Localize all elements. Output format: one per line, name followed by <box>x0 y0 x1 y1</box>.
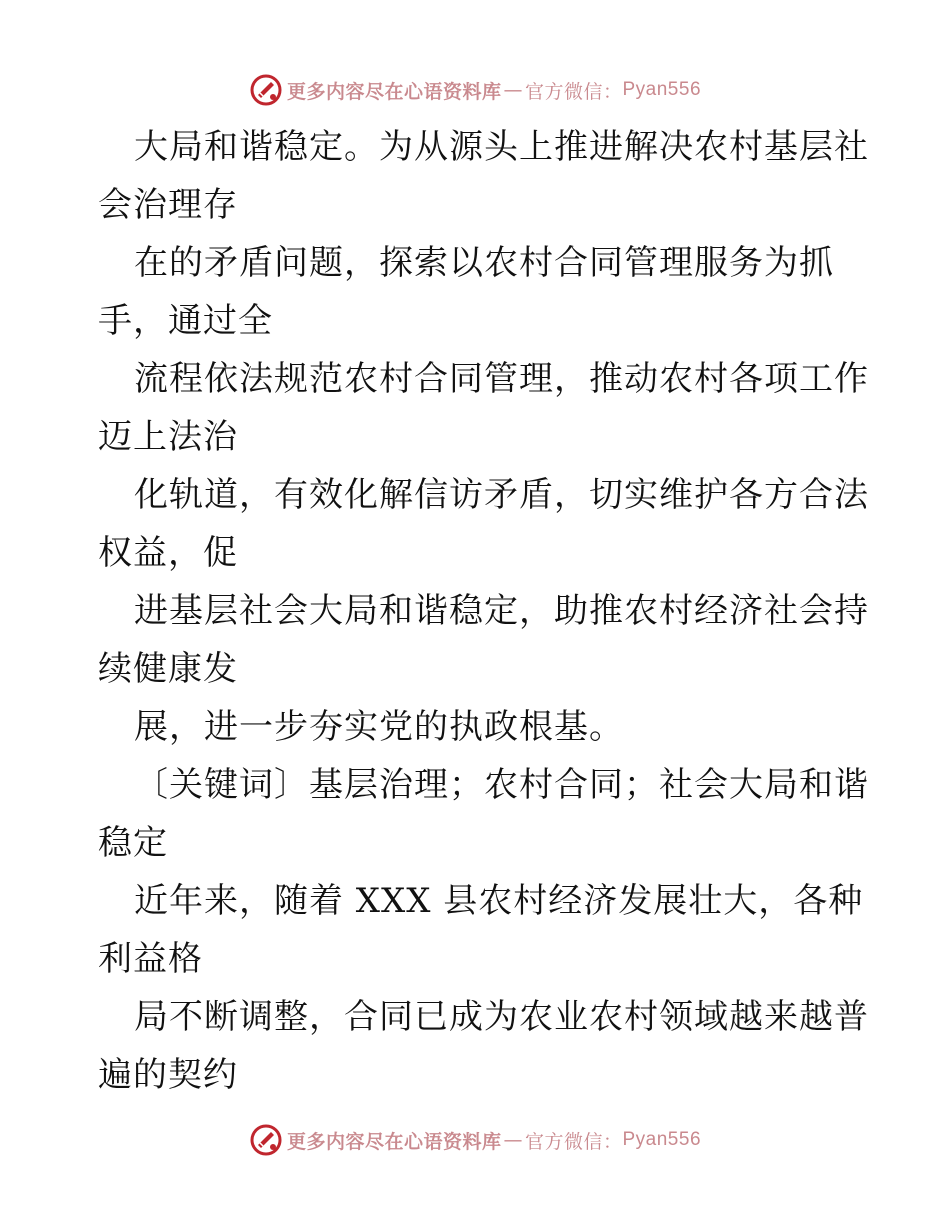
text-line: 遍的契约 <box>98 1055 238 1095</box>
footer-watermark <box>0 1120 950 1160</box>
watermark-dash: — <box>503 79 523 101</box>
text-line: 利益格 <box>98 939 203 979</box>
text-line: 〔关键词〕基层治理；农村合同；社会大局和谐 <box>134 765 869 805</box>
document-body <box>98 118 869 1104</box>
text-line: 迈上法治 <box>98 417 238 457</box>
watermark-contact: 官方微信： <box>524 80 623 103</box>
text-line: 大局和谐稳定。为从源头上推进解决农村基层社 <box>134 127 869 167</box>
text-line: 流程依法规范农村合同管理，推动农村各项工作 <box>134 359 869 399</box>
watermark-brand: 更多内容尽在心语资料库 <box>286 1130 502 1153</box>
text-line: 在的矛盾问题，探索以农村合同管理服务为抓 <box>134 243 834 283</box>
watermark-contact: 官方微信： <box>524 1130 623 1153</box>
text-line: 续健康发 <box>98 649 238 689</box>
text-line: 局不断调整，合同已成为农业农村领域越来越普 <box>134 997 869 1037</box>
text-line: 化轨道，有效化解信访矛盾，切实维护各方合法 <box>134 475 869 515</box>
text-line: 会治理存 <box>98 185 238 225</box>
text-line: 手，通过全 <box>98 301 273 341</box>
text-line: 近年来，随着 XXX 县农村经济发展壮大，各种 <box>134 881 864 921</box>
text-line: 进基层社会大局和谐稳定，助推农村经济社会持 <box>134 591 869 631</box>
watermark-id: Pyan556 <box>622 1129 702 1150</box>
watermark-id: Pyan556 <box>622 79 702 100</box>
watermark-brand: 更多内容尽在心语资料库 <box>286 80 502 103</box>
text-line: 权益，促 <box>98 533 238 573</box>
text-line: 稳定 <box>98 823 168 863</box>
logo-icon <box>249 1123 283 1157</box>
logo-icon <box>249 73 283 107</box>
text-line: 展，进一步夯实党的执政根基。 <box>134 707 624 747</box>
header-watermark <box>0 70 950 110</box>
watermark-dash: — <box>503 1129 523 1151</box>
